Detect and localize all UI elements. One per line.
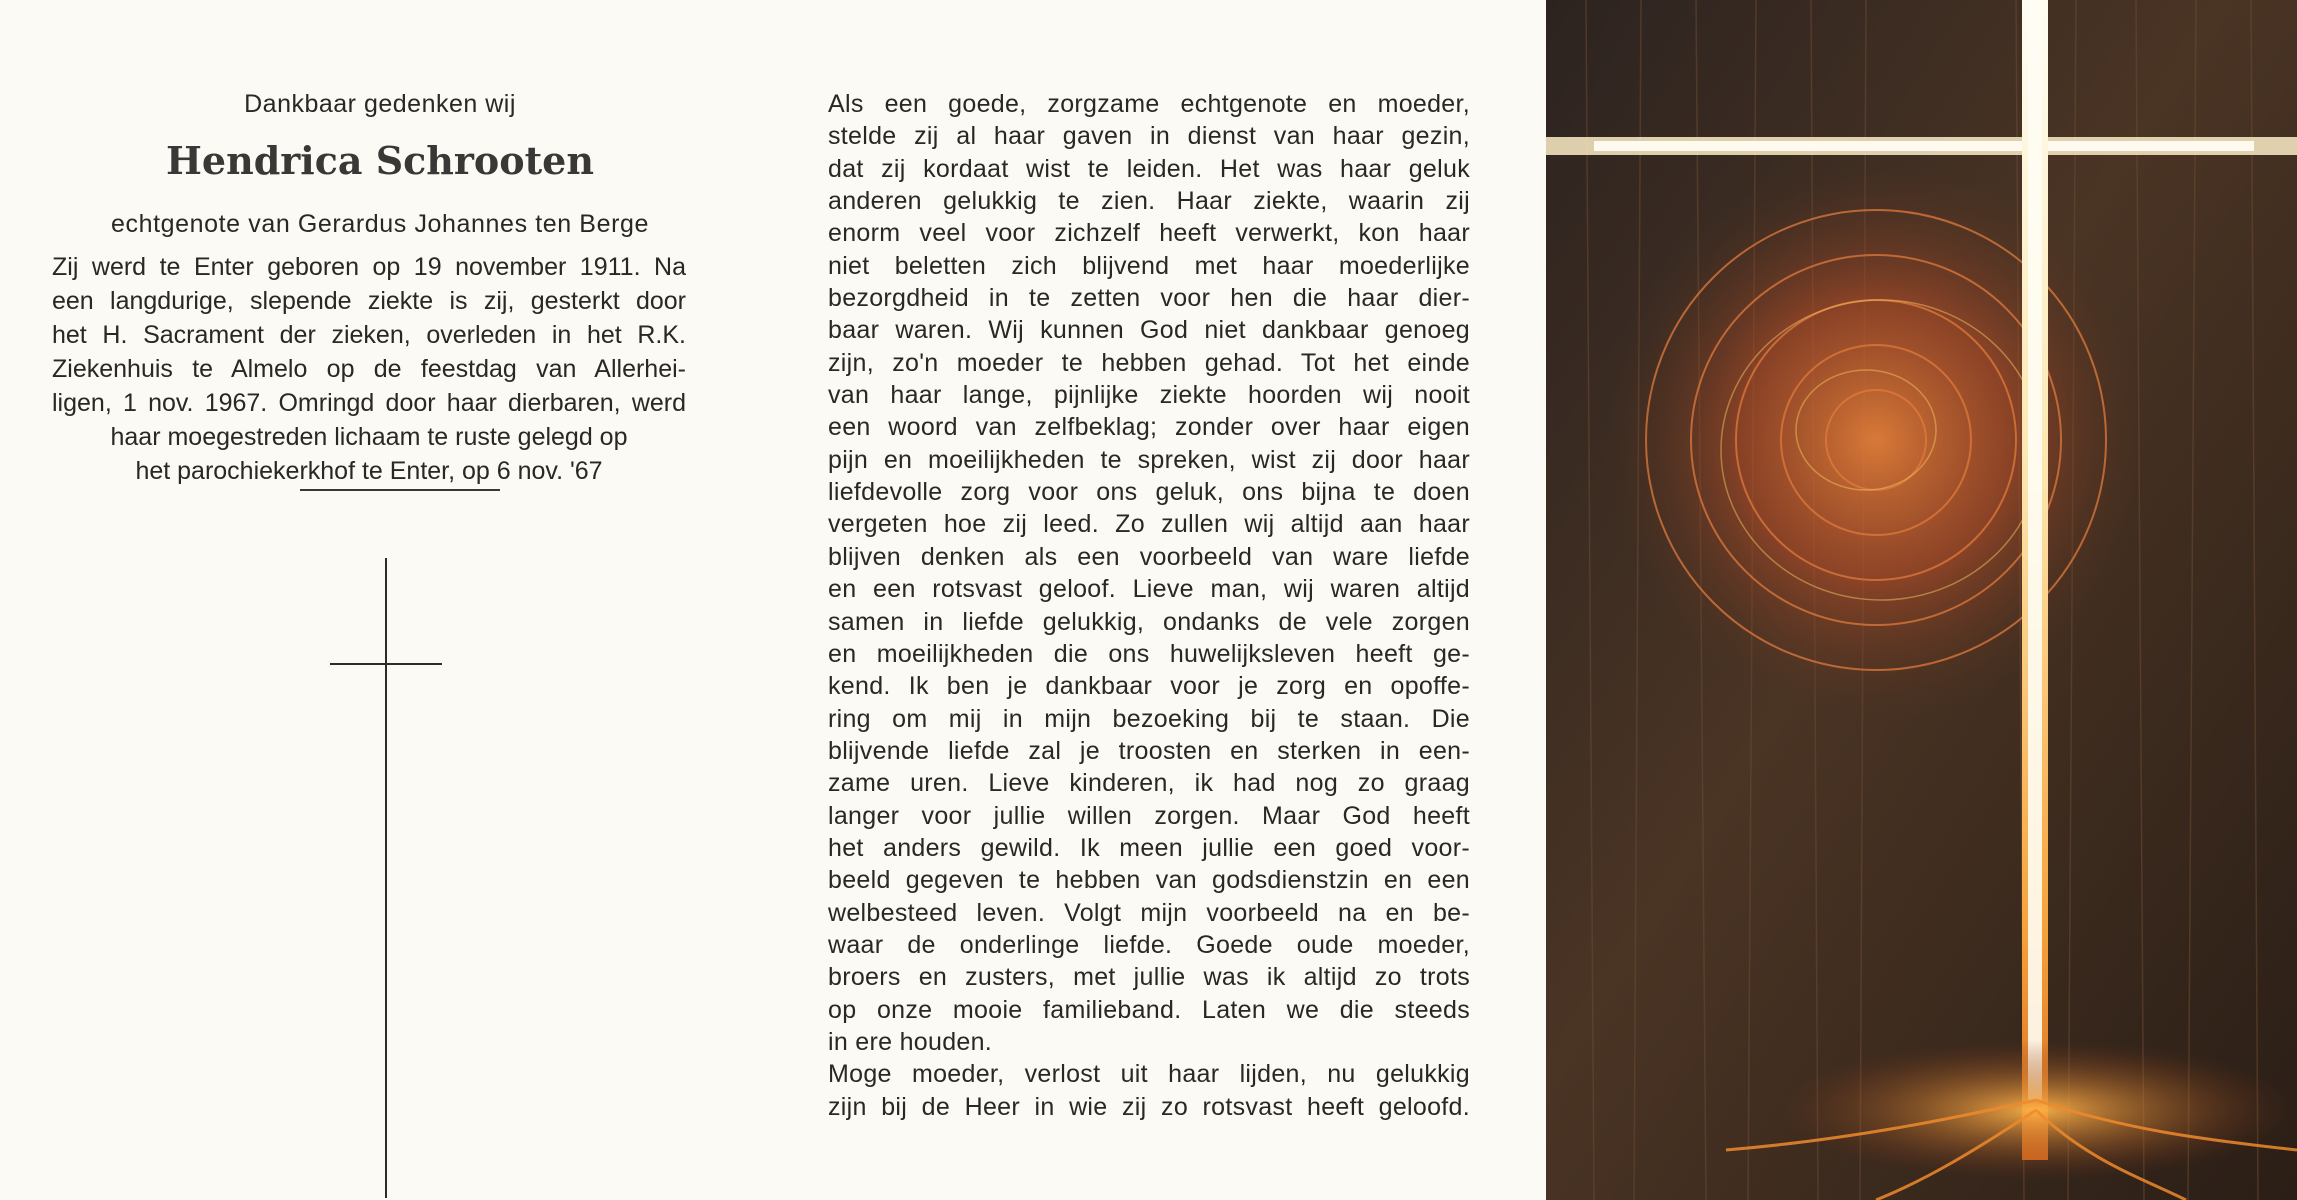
text-line: beeld gegeven te hebben van godsdienstzin en een <box>828 866 1470 895</box>
text-line: broers en zusters, met jullie was ik altijd zo trots <box>828 963 1470 992</box>
text-line: zijn, zo'n moeder te hebben gehad. Tot het einde <box>828 348 1470 377</box>
text-line: dat zij kordaat wist te leiden. Het was haar geluk <box>828 154 1470 183</box>
text-line: blijven denken als een voorbeeld van ware liefde <box>828 542 1470 571</box>
text-line: op onze mooie familieband. Laten we die steeds <box>828 995 1470 1024</box>
text-line: en een rotsvast geloof. Lieve man, wij waren altijd <box>828 575 1470 604</box>
bio-line: Zij werd te Enter geboren op 19 november 1911. Na <box>52 253 686 281</box>
text-line: waar de onderlinge liefde. Goede oude moeder, <box>828 930 1470 959</box>
text-line: kend. Ik ben je dankbaar voor je zorg en opoffe- <box>828 672 1470 701</box>
cross-painting-image <box>1546 0 2297 1200</box>
text-line: pijn en moeilijkheden te spreken, wist zij door haar <box>828 445 1470 474</box>
deceased-name: Hendrica Schrooten <box>165 138 594 183</box>
bio-line: ligen, 1 nov. 1967. Omringd door haar dierbaren, werd <box>52 389 686 417</box>
artwork-panel <box>1546 0 2297 1200</box>
text-line: liefdevolle zorg voor ons geluk, ons bijna te doen <box>828 478 1470 507</box>
middle-page <box>760 0 1550 1200</box>
text-line: in ere houden. <box>828 1027 993 1056</box>
text-line: langer voor jullie willen zorgen. Maar God heeft <box>828 801 1470 830</box>
biography <box>52 250 686 488</box>
text-line: Als een goede, zorgzame echtgenote en moeder, <box>828 90 1470 118</box>
bio-line: het H. Sacrament der zieken, overleden in het R.K. <box>52 321 686 349</box>
bio-line: haar moegestreden lichaam te ruste gelegd op <box>110 423 628 451</box>
spouse-line: echtgenote van Gerardus Johannes ten Berge <box>110 210 650 238</box>
text-line: Moge moeder, verlost uit haar lijden, nu gelukkig <box>828 1060 1470 1089</box>
text-line: een woord van zelfbeklag; zonder over haar eigen <box>828 413 1470 442</box>
bio-line: een langdurige, slepende ziekte is zij, gesterkt door <box>52 287 686 315</box>
intro-text: Dankbaar gedenken wij <box>244 90 516 118</box>
text-line: het anders gewild. Ik meen jullie een goed voor- <box>828 833 1470 862</box>
text-line: bezorgdheid in te zetten voor hen die haar dier- <box>828 284 1470 313</box>
divider-rule <box>300 489 500 491</box>
text-line: baar waren. Wij kunnen God niet dankbaar genoeg <box>828 316 1470 345</box>
cross-icon <box>330 558 442 1198</box>
text-line: welbesteed leven. Volgt mijn voorbeeld na en be- <box>828 898 1470 927</box>
bio-line: het parochiekerkhof te Enter, op 6 nov. '67 <box>135 457 603 485</box>
text-line: blijvende liefde zal je troosten en sterken in een- <box>828 736 1470 765</box>
text-line: niet beletten zich blijvend met haar moederlijke <box>828 251 1470 280</box>
text-line: ring om mij in mijn bezoeking bij te staan. Die <box>828 704 1470 733</box>
text-line: vergeten hoe zij leed. Zo zullen wij altijd aan haar <box>828 510 1470 539</box>
bio-line: Ziekenhuis te Almelo op de feestdag van Allerhei- <box>52 355 686 383</box>
text-line: zijn bij de Heer in wie zij zo rotsvast heeft geloofd. <box>828 1092 1470 1121</box>
text-line: samen in liefde gelukkig, ondanks de vele zorgen <box>828 607 1470 636</box>
text-line: zame uren. Lieve kinderen, ik had nog zo graag <box>828 769 1470 798</box>
text-line: stelde zij al haar gaven in dienst van haar gezin, <box>828 122 1470 151</box>
text-line: van haar lange, pijnlijke ziekte hoorden wij nooit <box>828 381 1470 410</box>
text-line: en moeilijkheden die ons huwelijksleven heeft ge- <box>828 639 1470 668</box>
text-line: anderen gelukkig te zien. Haar ziekte, waarin zij <box>828 187 1470 216</box>
left-page <box>0 0 760 1200</box>
text-line: enorm veel voor zichzelf heeft verwerkt, kon haar <box>828 219 1470 248</box>
memorial-text <box>828 88 1470 1123</box>
